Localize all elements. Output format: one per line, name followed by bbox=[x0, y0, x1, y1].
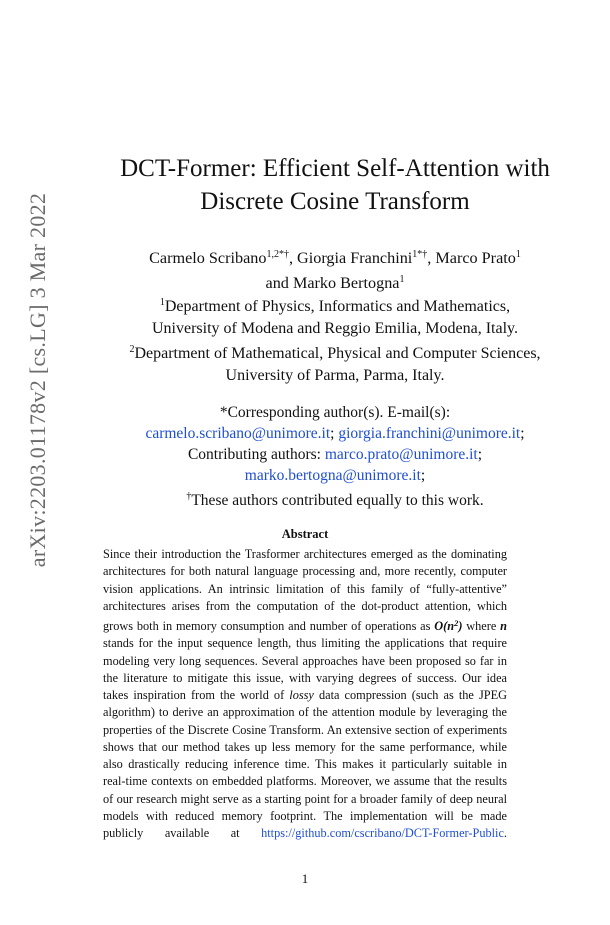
email-link[interactable]: carmelo.scribano@unimore.it bbox=[145, 425, 331, 442]
paper-title bbox=[60, 152, 610, 218]
corresponding-emails: carmelo.scribano@unimore.it; giorgia.franchini@unimore.it; bbox=[145, 425, 525, 442]
email-link[interactable]: marco.prato@unimore.it bbox=[324, 446, 478, 463]
author-affiliation-marker: 1 bbox=[399, 274, 405, 285]
author-line-1: Carmelo Scribano$^{1,2*\dagger}$, Giorgia Franchini$^{1*\dagger}$, Marco Prato$^1$ bbox=[149, 249, 521, 267]
abstract-emphasis: lossy bbox=[289, 688, 314, 702]
dagger-marker: † bbox=[186, 491, 192, 502]
author-name: Carmelo Scribano bbox=[149, 249, 267, 267]
affiliation-line: University of Parma, Parma, Italy. bbox=[225, 366, 445, 384]
page-number: 1 bbox=[301, 871, 309, 886]
affiliations bbox=[60, 292, 610, 386]
affiliation-line: Department of Mathematical, Physical and Computer Sciences, bbox=[134, 345, 541, 362]
email-link[interactable]: giorgia.franchini@unimore.it bbox=[338, 425, 521, 442]
arxiv-identifier-stamp[interactable]: arXiv:2203.01178v2 [cs.LG] 3 Mar 2022 bbox=[25, 192, 50, 568]
author-line-2 bbox=[60, 269, 610, 294]
abstract-text: . bbox=[503, 826, 507, 840]
corresponding-label: *Corresponding author(s). E-mail(s): bbox=[219, 404, 451, 421]
affiliation-line: Department of Physics, Informatics and Mathematics, bbox=[164, 298, 511, 315]
github-url-link[interactable]: https://github.com/cscribano/DCT-Former-Public bbox=[261, 826, 504, 840]
abstract-paragraph bbox=[103, 546, 507, 842]
author-name: Marco Prato bbox=[435, 249, 516, 267]
abstract-text: stands for the input sequence length, thus limiting the applications that require modeling very long sequences. Several approaches have been proposed so far in the literature to mitigate this issue, with varying degrees of success. Our idea takes inspiration from the world of bbox=[103, 636, 507, 702]
equal-contribution-text: These authors contributed equally to this work. bbox=[191, 492, 484, 509]
abstract-body bbox=[103, 546, 507, 842]
abstract-text: data compression (such as the JPEG algorithm) to derive an approximation of the attention module by leveraging the properties of the Discrete Cosine Transform. An extensive section of experiments shows that our method takes up less memory for the same performance, while also drastically reducing inference time. This makes it particularly suitable in real-time contexts on embedded platforms. Moreover, we assume that the results of our research might serve as a starting point for a broader family of deep neural models with reduced memory footprint. The implementation will be made publicly available at bbox=[103, 688, 507, 840]
author-name: Marko Bertogna bbox=[292, 274, 400, 292]
contributing-line: Contributing authors: marco.prato@unimore.it; bbox=[187, 446, 483, 463]
title-line-2: Discrete Cosine Transform bbox=[200, 188, 470, 215]
abstract-heading: Abstract bbox=[281, 527, 329, 541]
affiliation-line: University of Modena and Reggio Emilia, Modena, Italy. bbox=[152, 319, 518, 337]
correspondence-block bbox=[60, 402, 610, 511]
author-affiliation-marker: 1*† bbox=[412, 249, 428, 260]
equal-contribution-note bbox=[60, 486, 610, 511]
affiliation-1 bbox=[60, 292, 610, 339]
math-variable: n bbox=[500, 619, 507, 633]
math-exponent: 2 bbox=[454, 618, 459, 628]
math-text: O(n bbox=[434, 619, 455, 633]
abstract-text: where bbox=[462, 619, 501, 633]
contributing-line-2: marko.bertogna@unimore.it; bbox=[244, 467, 426, 484]
affiliation-2 bbox=[60, 339, 610, 386]
author-list bbox=[60, 244, 610, 294]
email-link[interactable]: marko.bertogna@unimore.it bbox=[244, 467, 421, 484]
author-affiliation-marker: 1 bbox=[515, 249, 521, 260]
title-line-1: DCT-Former: Efficient Self-Attention with bbox=[120, 155, 550, 182]
affiliation-marker: 2 bbox=[129, 344, 135, 355]
contributing-label: Contributing authors: bbox=[187, 446, 321, 463]
math-complexity bbox=[434, 619, 462, 633]
author-name: Giorgia Franchini bbox=[297, 249, 413, 267]
abstract-text: Since their introduction the Trasformer architectures emerged as the dominating architectures for both natural language processing and, more recently, computer vision applications. An intrinsic limitation of this family of “fully-attentive” architectures arises from the computation of the dot-product attention, which grows both in memory consumption and number of operations as bbox=[103, 547, 507, 633]
math-text: ) bbox=[458, 619, 463, 633]
author-affiliation-marker: 1,2*† bbox=[266, 249, 289, 260]
author-conjunction: and bbox=[265, 274, 293, 292]
affiliation-marker: 1 bbox=[159, 297, 165, 308]
